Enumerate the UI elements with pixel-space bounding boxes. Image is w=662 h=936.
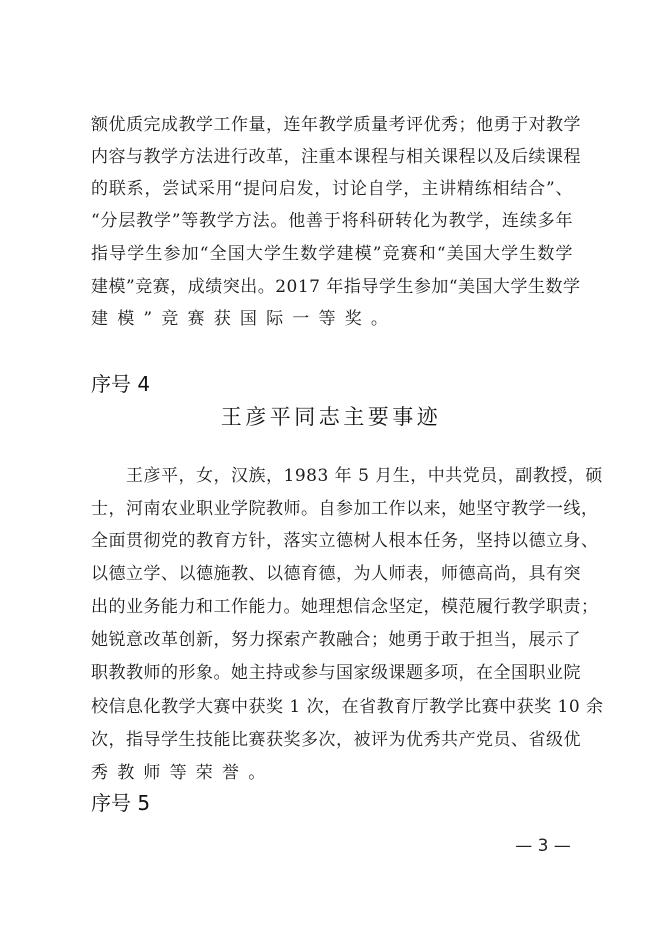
section-title: 王彦平同志主要事迹: [220, 405, 442, 429]
paragraph-line: 全面贯彻党的教育方针，落实立德树人根本任务，坚持以德立身、: [91, 531, 599, 551]
paragraph-line: “分层教学”等教学方法。他善于将科研转化为教学，连续多年: [91, 211, 573, 231]
paragraph-line: 额优质完成教学工作量，连年教学质量考评优秀；他勇于对教学: [91, 115, 581, 135]
paragraph-line: 出的业务能力和工作能力。她理想信念坚定，模范履行教学职责；: [91, 597, 599, 617]
paragraph-line: 内容与教学方法进行改革，注重本课程与相关课程以及后续课程: [91, 147, 581, 167]
paragraph-line: 指导学生参加“全国大学生数学建模”竞赛和“美国大学生数学: [91, 244, 573, 264]
section-label: 序号 4: [91, 372, 151, 396]
paragraph-line: 建模”竞赛获国际一等奖。: [91, 309, 398, 329]
section-label: 序号 5: [91, 791, 151, 815]
paragraph-line: 次，指导学生技能比赛获奖多次，被评为优秀共产党员、省级优: [91, 730, 581, 750]
paragraph-line: 她锐意改革创新，努力探索产教融合；她勇于敢于担当，展示了: [91, 630, 581, 650]
paragraph-line: 职教教师的形象。她主持或参与国家级课题多项，在全国职业院: [91, 663, 581, 683]
paragraph-line: 校信息化教学大赛中获奖 1 次，在省教育厅教学比赛中获奖 10 余: [91, 697, 604, 717]
paragraph-line: 王彦平，女，汉族，1983 年 5 月生，中共党员，副教授，硕: [126, 466, 603, 486]
paragraph-line: 的联系，尝试采用“提问启发，讨论自学，主讲精练相结合”、: [91, 179, 573, 199]
page-number: — 3 —: [515, 836, 571, 856]
paragraph-line: 秀教师等荣誉。: [91, 763, 275, 783]
paragraph-line: 建模”竞赛，成绩突出。2017 年指导学生参加“美国大学生数学: [91, 277, 581, 297]
paragraph-line: 以德立学、以德施教、以德育德，为人师表，师德高尚，具有突: [91, 564, 581, 584]
paragraph-line: 士，河南农业职业学院教师。自参加工作以来，她坚守教学一线，: [91, 499, 599, 519]
